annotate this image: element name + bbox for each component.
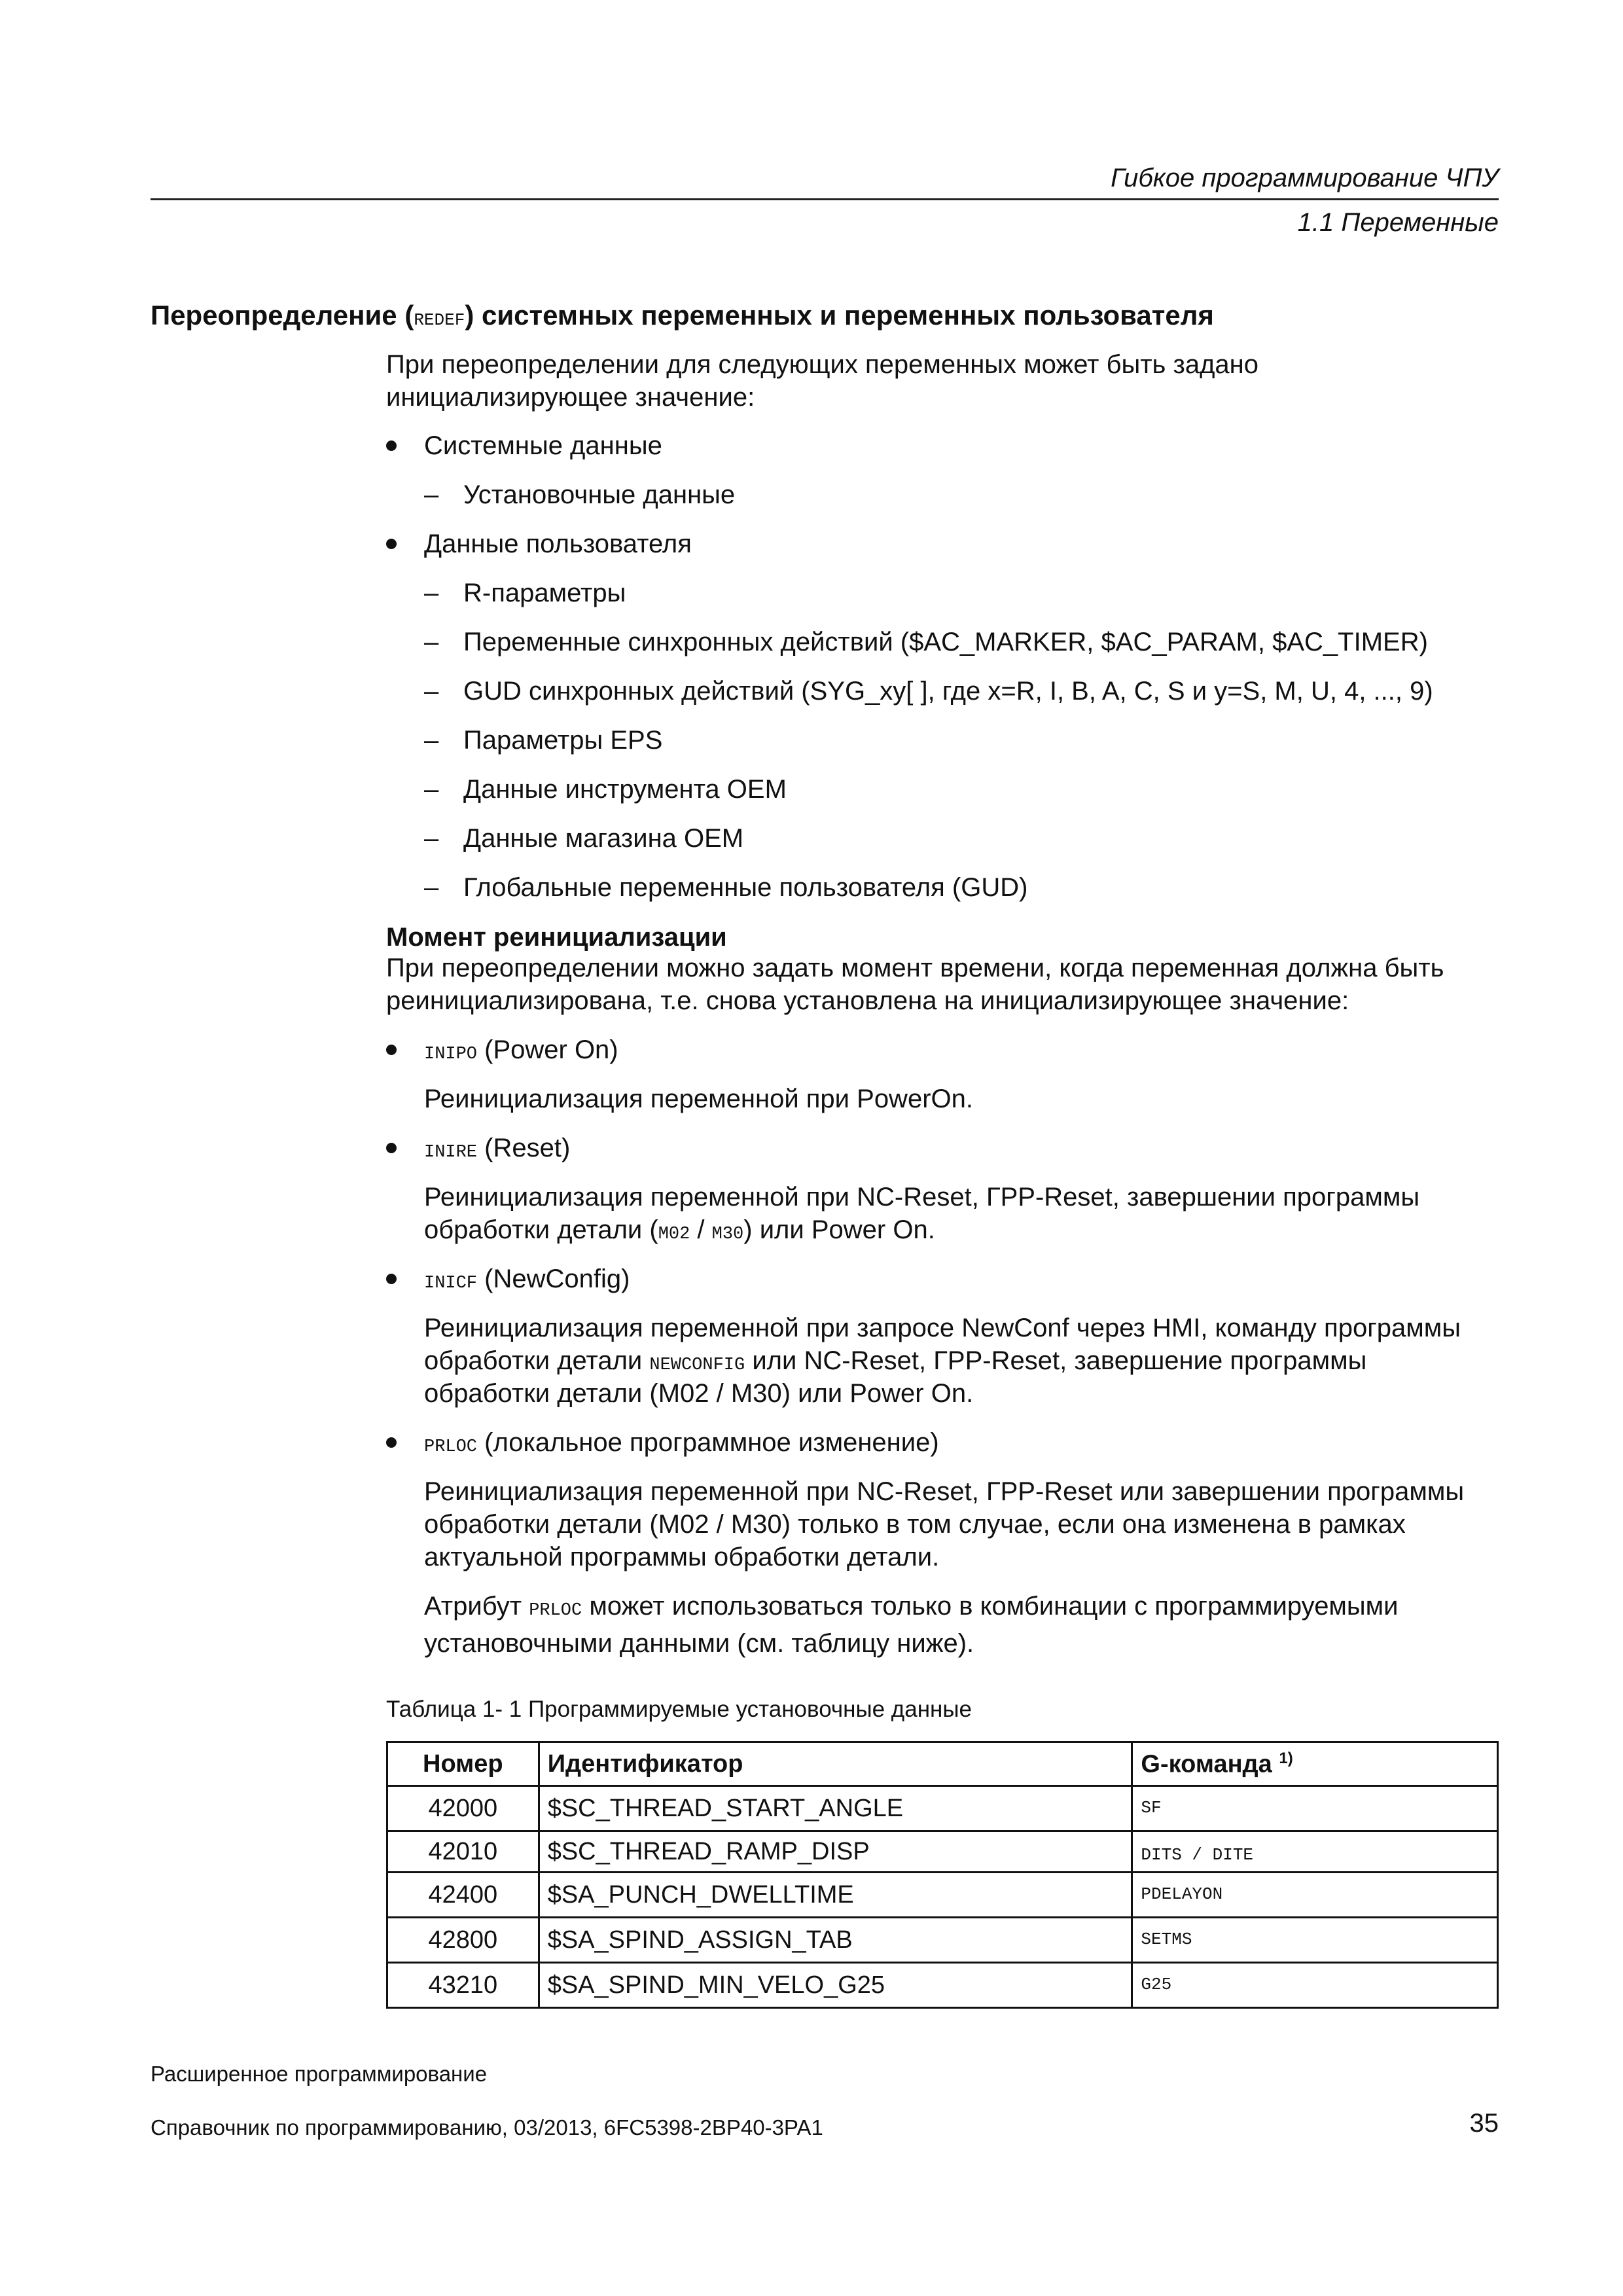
- column-header-identifier: Идентификатор: [539, 1742, 1132, 1786]
- inire-code: INIRE: [424, 1143, 478, 1162]
- table-caption: Таблица 1- 1 Программируемые установочные данные: [386, 1696, 972, 1722]
- inicf-label: (NewConfig): [477, 1265, 630, 1293]
- dash-icon: –: [424, 579, 439, 607]
- list-item-oem-tool: Данные инструмента OEM: [463, 775, 787, 804]
- list-item-eps-params: Параметры EPS: [463, 726, 663, 755]
- cell-number: 42000: [387, 1786, 539, 1831]
- text-fragment: /: [690, 1215, 712, 1244]
- gcommand-label: G-команда: [1141, 1750, 1272, 1778]
- page-number: 35: [1469, 2109, 1499, 2138]
- inicf-description-line2: [424, 1344, 1366, 1382]
- subsection-title: Момент реинициализации: [386, 923, 727, 952]
- bullet-icon: [386, 440, 397, 451]
- settings-table: [386, 1741, 1499, 2009]
- redef-code: REDEF: [414, 310, 465, 330]
- list-item-global-user: Глобальные переменные пользователя (GUD): [463, 873, 1028, 902]
- dash-icon: –: [424, 775, 439, 804]
- column-header-number: Номер: [387, 1742, 539, 1786]
- gcommand-code: SETMS: [1141, 1929, 1192, 1949]
- inipo-code: INIPO: [424, 1045, 478, 1064]
- prloc-attribute-note: [424, 1590, 1499, 1660]
- table-header-row: [387, 1742, 1498, 1786]
- gcommand-code: G25: [1141, 1975, 1172, 1994]
- prloc-code: PRLOC: [424, 1437, 478, 1457]
- list-item-gud-sync: GUD синхронных действий (SYG_xy[ ], где x=R, I, B, A, C, S и y=S, M, U, 4, ..., 9): [463, 677, 1433, 706]
- text-fragment: обработки детали: [424, 1346, 650, 1375]
- table-row: [387, 1873, 1498, 1918]
- cell-gcommand: [1132, 1831, 1498, 1873]
- table-row: [387, 1963, 1498, 2008]
- dash-icon: –: [424, 824, 439, 853]
- table-row: [387, 1918, 1498, 1963]
- gcommand-code: PDELAYON: [1141, 1884, 1223, 1904]
- cell-identifier: $SA_PUNCH_DWELLTIME: [539, 1873, 1132, 1918]
- inipo-description: Реинициализация переменной при PowerOn.: [424, 1085, 973, 1113]
- inicf-description-line3: обработки детали (M02 / M30) или Power On.: [424, 1379, 974, 1408]
- list-item-oem-magazine: Данные магазина OEM: [463, 824, 744, 853]
- cell-identifier: $SA_SPIND_ASSIGN_TAB: [539, 1918, 1132, 1963]
- intro-paragraph: При переопределении для следующих переменных может быть задано инициализирующее значение:: [386, 350, 1259, 412]
- inicf-description-line1: Реинициализация переменной при запросе NewConf через HMI, команду программы: [424, 1314, 1461, 1342]
- bullet-icon: [386, 1143, 397, 1153]
- cell-gcommand: [1132, 1918, 1498, 1963]
- list-item-inire: [424, 1132, 570, 1169]
- gcommand-code: DITS / DITE: [1141, 1844, 1254, 1865]
- dash-icon: –: [424, 873, 439, 902]
- section-title-part: ) системных переменных и переменных пользователя: [465, 300, 1214, 331]
- text-fragment: Атрибут: [424, 1592, 529, 1621]
- list-item-user-data: Данные пользователя: [424, 529, 692, 558]
- inire-description-line1: Реинициализация переменной при NC-Reset, ГРР-Reset, завершении программы: [424, 1183, 1420, 1211]
- dash-icon: –: [424, 480, 439, 509]
- text-fragment: обработки детали (: [424, 1215, 658, 1244]
- newconfig-code: NEWCONFIG: [649, 1355, 745, 1375]
- footer-title: Расширенное программирование: [151, 2062, 488, 2086]
- dash-icon: –: [424, 628, 439, 656]
- reinit-intro: При переопределении можно задать момент времени, когда переменная должна быть реинициализирована, т.е. снова установлена на инициализирующее значение:: [386, 954, 1444, 1015]
- cell-number: 42800: [387, 1918, 539, 1963]
- inipo-label: (Power On): [477, 1035, 618, 1064]
- list-item-inipo: [424, 1033, 618, 1071]
- inicf-code: INICF: [424, 1274, 478, 1293]
- column-header-gcommand: [1132, 1742, 1498, 1786]
- cell-number: 43210: [387, 1963, 539, 2008]
- text-fragment: или NC-Reset, ГРР-Reset, завершение программы: [745, 1346, 1367, 1375]
- cell-number: 42400: [387, 1873, 539, 1918]
- prloc-label: (локальное программное изменение): [477, 1428, 939, 1457]
- running-header-chapter: Гибкое программирование ЧПУ: [1111, 164, 1499, 192]
- cell-number: 42010: [387, 1831, 539, 1873]
- section-title: [151, 300, 1214, 331]
- cell-gcommand: [1132, 1963, 1498, 2008]
- text-fragment: ) или Power On.: [743, 1215, 935, 1244]
- dash-icon: –: [424, 677, 439, 706]
- bullet-icon: [386, 539, 397, 549]
- bullet-icon: [386, 1045, 397, 1055]
- list-item-prloc: [424, 1426, 939, 1463]
- inire-label: (Reset): [477, 1134, 571, 1162]
- inire-description-line2: [424, 1213, 935, 1251]
- cell-identifier: $SC_THREAD_RAMP_DISP: [539, 1831, 1132, 1873]
- list-item-setting-data: Установочные данные: [463, 480, 736, 509]
- m02-code: M02: [658, 1225, 690, 1244]
- cell-gcommand: [1132, 1786, 1498, 1831]
- list-item-inicf: [424, 1263, 630, 1300]
- table-row: [387, 1831, 1498, 1873]
- prloc-code: PRLOC: [529, 1601, 582, 1621]
- dash-icon: –: [424, 726, 439, 755]
- bullet-icon: [386, 1437, 397, 1448]
- list-item-r-params: R-параметры: [463, 579, 626, 607]
- cell-identifier: $SA_SPIND_MIN_VELO_G25: [539, 1963, 1132, 2008]
- cell-gcommand: [1132, 1873, 1498, 1918]
- cell-identifier: $SC_THREAD_START_ANGLE: [539, 1786, 1132, 1831]
- bullet-icon: [386, 1274, 397, 1284]
- m30-code: M30: [711, 1225, 744, 1244]
- running-header-section: 1.1 Переменные: [1297, 208, 1499, 237]
- prloc-description: Реинициализация переменной при NC-Reset, ГРР-Reset или завершении программы обработки детали (M02 / M30) только в том случае, если она изменена в рамках актуальной программы обработки детали.: [424, 1477, 1465, 1571]
- footnote-mark: 1): [1279, 1749, 1293, 1767]
- list-item-sync-vars: Переменные синхронных действий ($AC_MARKER, $AC_PARAM, $AC_TIMER): [463, 628, 1428, 656]
- list-item-system-data: Системные данные: [424, 431, 662, 460]
- text-fragment: может использоваться только в комбинации с программируемыми установочными данными (см. таблицу ниже).: [424, 1592, 1399, 1658]
- header-rule: [151, 198, 1499, 200]
- table-row: [387, 1786, 1498, 1831]
- gcommand-code: SF: [1141, 1798, 1162, 1818]
- section-title-part: Переопределение (: [151, 300, 414, 331]
- footer-reference: Справочник по программированию, 03/2013, 6FC5398-2BP40-3PA1: [151, 2115, 823, 2140]
